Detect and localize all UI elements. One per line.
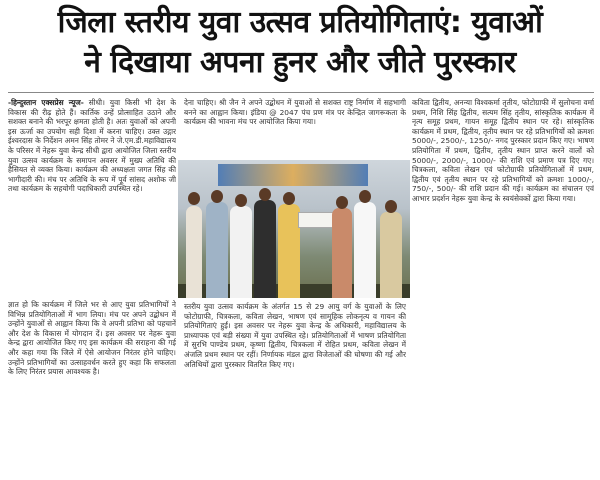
- headline-line-2: ने दिखाया अपना हुनर और जीते पुरस्कार: [84, 45, 516, 80]
- photo-person-head: [235, 194, 247, 207]
- article-text-col3: कविता द्वितीय, अनन्या विश्वकर्मा तृतीय, फोटोग्राफी में सुलोचना वर्मा प्रथम, निशि सिंह द्वितीय, सत्यम सिंह तृतीय, सांस्कृतिक कार्यक्रम में नृत्य समूह प्रथम, गायन समूह द्वितीय स्थान पर रहे। सांस्कृतिक कार्यक्रम में प्रथम, द्वितीय, तृतीय स्थान पर रहे प्रतिभागियों को क्रमशः 5000/-, 2500/-, 1250/- नगद पुरस्कार प्रदान किए गए। भाषण प्रतियोगिता में प्रथम, द्वितीय, तृतीय स्थान प्राप्त करने वालों को 5000/-, 2000/-, 1000/- की राशि एवं प्रमाण पत्र दिए गए। चित्रकला, कविता लेखन एवं फोटोग्राफी प्रतियोगिताओं में प्रथम, द्वितीय एवं तृतीय स्थान पर रहे प्रतिभागियों को क्रमशः 1000/-, 750/-, 500/- की राशि प्रदान की गई। कार्यक्रम का संचालन एवं आभार प्रदर्शन नेहरू युवा केन्द्र के स्वयंसेवकों द्वारा किया गया।: [412, 98, 594, 203]
- article-text-col1: सीधी। युवा किसी भी देश के विकास की रीढ़ होते हैं। कार्तिक उन्हें प्रोत्साहित उठाने और सशक्त बनाने की भरपूर क्षमता होती है। अतः युवाओं को अपनी इस ऊर्जा का उपयोग सही दिशा में करना चाहिए। उक्त उद्गार ईश्वरदास के निर्देशन अमन सिंह तोमर ने जे.एम.डी.महाविद्यालय के परिसर में नेहरू युवा केन्द्र सीधी द्वारा आयोजित जिला स्तरीय युवा उत्सव कार्यक्रम के समापन अवसर में मुख्य अतिथि की हैसियत से व्यक्त किया। कार्यक्रम की अध्यक्षता जगत सिंह की भागीदारी की। मंच पर अतिथि के रूप में पूर्व सांसद अशोक जी तथा कार्यक्रम के सहयोगी पदाधिकारी उपस्थित रहे।: [8, 98, 176, 194]
- photo-person: [354, 202, 376, 298]
- photo-person-head: [283, 192, 295, 205]
- article-column-3: [412, 98, 594, 470]
- photo-person-head: [359, 190, 371, 203]
- photo-certificate: [298, 212, 334, 228]
- photo-person-head: [188, 192, 200, 205]
- article-column-1-lower: [8, 300, 176, 470]
- photo-person-head: [211, 190, 223, 203]
- article-column-2-lower: [184, 302, 406, 470]
- photo-person: [230, 206, 252, 298]
- photo-person-head: [336, 196, 348, 209]
- award-ceremony-photo: [178, 160, 410, 298]
- photo-person: [254, 200, 276, 298]
- article-text-col4: स्तरीय युवा उत्सव कार्यक्रम के अंतर्गत 15 से 29 आयु वर्ग के युवाओं के लिए फोटोग्राफी, चित्रकला, कविता लेखन, भाषण एवं सामूहिक लोकनृत्य व गायन की प्रतियोगिताएं हुईं। इस अवसर पर नेहरू युवा केन्द्र के अधिकारी, महाविद्यालय के प्राध्यापक एवं बड़ी संख्या में युवा उपस्थित रहे। प्रतियोगिताओं में भाषण प्रतियोगिता में सुरभि पाण्डेय प्रथम, कृष्णा द्वितीय, चित्रकला में रोहित प्रथम, कविता लेखन में अंजलि प्रथम स्थान पर रहीं। निर्णायक मंडल द्वारा विजेताओं की घोषणा की गई और अतिथियों द्वारा पुरस्कार वितरित किए गए।: [184, 302, 406, 369]
- article-column-2: [184, 98, 406, 160]
- photo-person: [380, 212, 402, 298]
- article-byline: -हिन्दुस्तान एक्सप्रेस न्यूज-: [8, 98, 84, 107]
- article-text-col2: देना चाहिए। श्री जैन ने अपने उद्बोधन में युवाओं से सशक्त राष्ट्र निर्माण में सहभागी बनने का आह्वान किया। इंडिया @ 2047 पंच प्रण मंत्र पर केन्द्रित जागरूकता के कार्यक्रम की भावना मंच पर आयोजित किया गया।: [184, 98, 406, 127]
- photo-person-head: [259, 188, 271, 201]
- photo-person: [278, 204, 300, 298]
- headline-divider: [8, 92, 594, 93]
- article-text-col1-lower: ज्ञात हो कि कार्यक्रम में जिले भर से आए युवा प्रतिभागियों ने विभिन्न प्रतियोगिताओं में भाग लिया। मंच पर अपने उद्बोधन में उन्होंने युवाओं से आह्वान किया कि वे अपनी प्रतिभा को पहचानें और देश के विकास में योगदान दें। इस अवसर पर नेहरू युवा केन्द्र द्वारा आयोजित किए गए इस कार्यक्रम की सराहना की गई और कहा गया कि जिले में ऐसे आयोजन निरंतर होने चाहिए। उन्होंने प्रतिभागियों का उत्साहवर्धन करते हुए कहा कि सफलता के लिए निरंतर प्रयास आवश्यक है।: [8, 300, 176, 377]
- photo-person: [186, 206, 202, 298]
- photo-person: [332, 208, 352, 298]
- photo-backdrop-banner: [218, 164, 368, 186]
- headline-line-1: जिला स्तरीय युवा उत्सव प्रतियोगिताएं: युवाओं: [57, 5, 543, 40]
- photo-person-head: [385, 200, 397, 213]
- photo-person: [206, 202, 228, 298]
